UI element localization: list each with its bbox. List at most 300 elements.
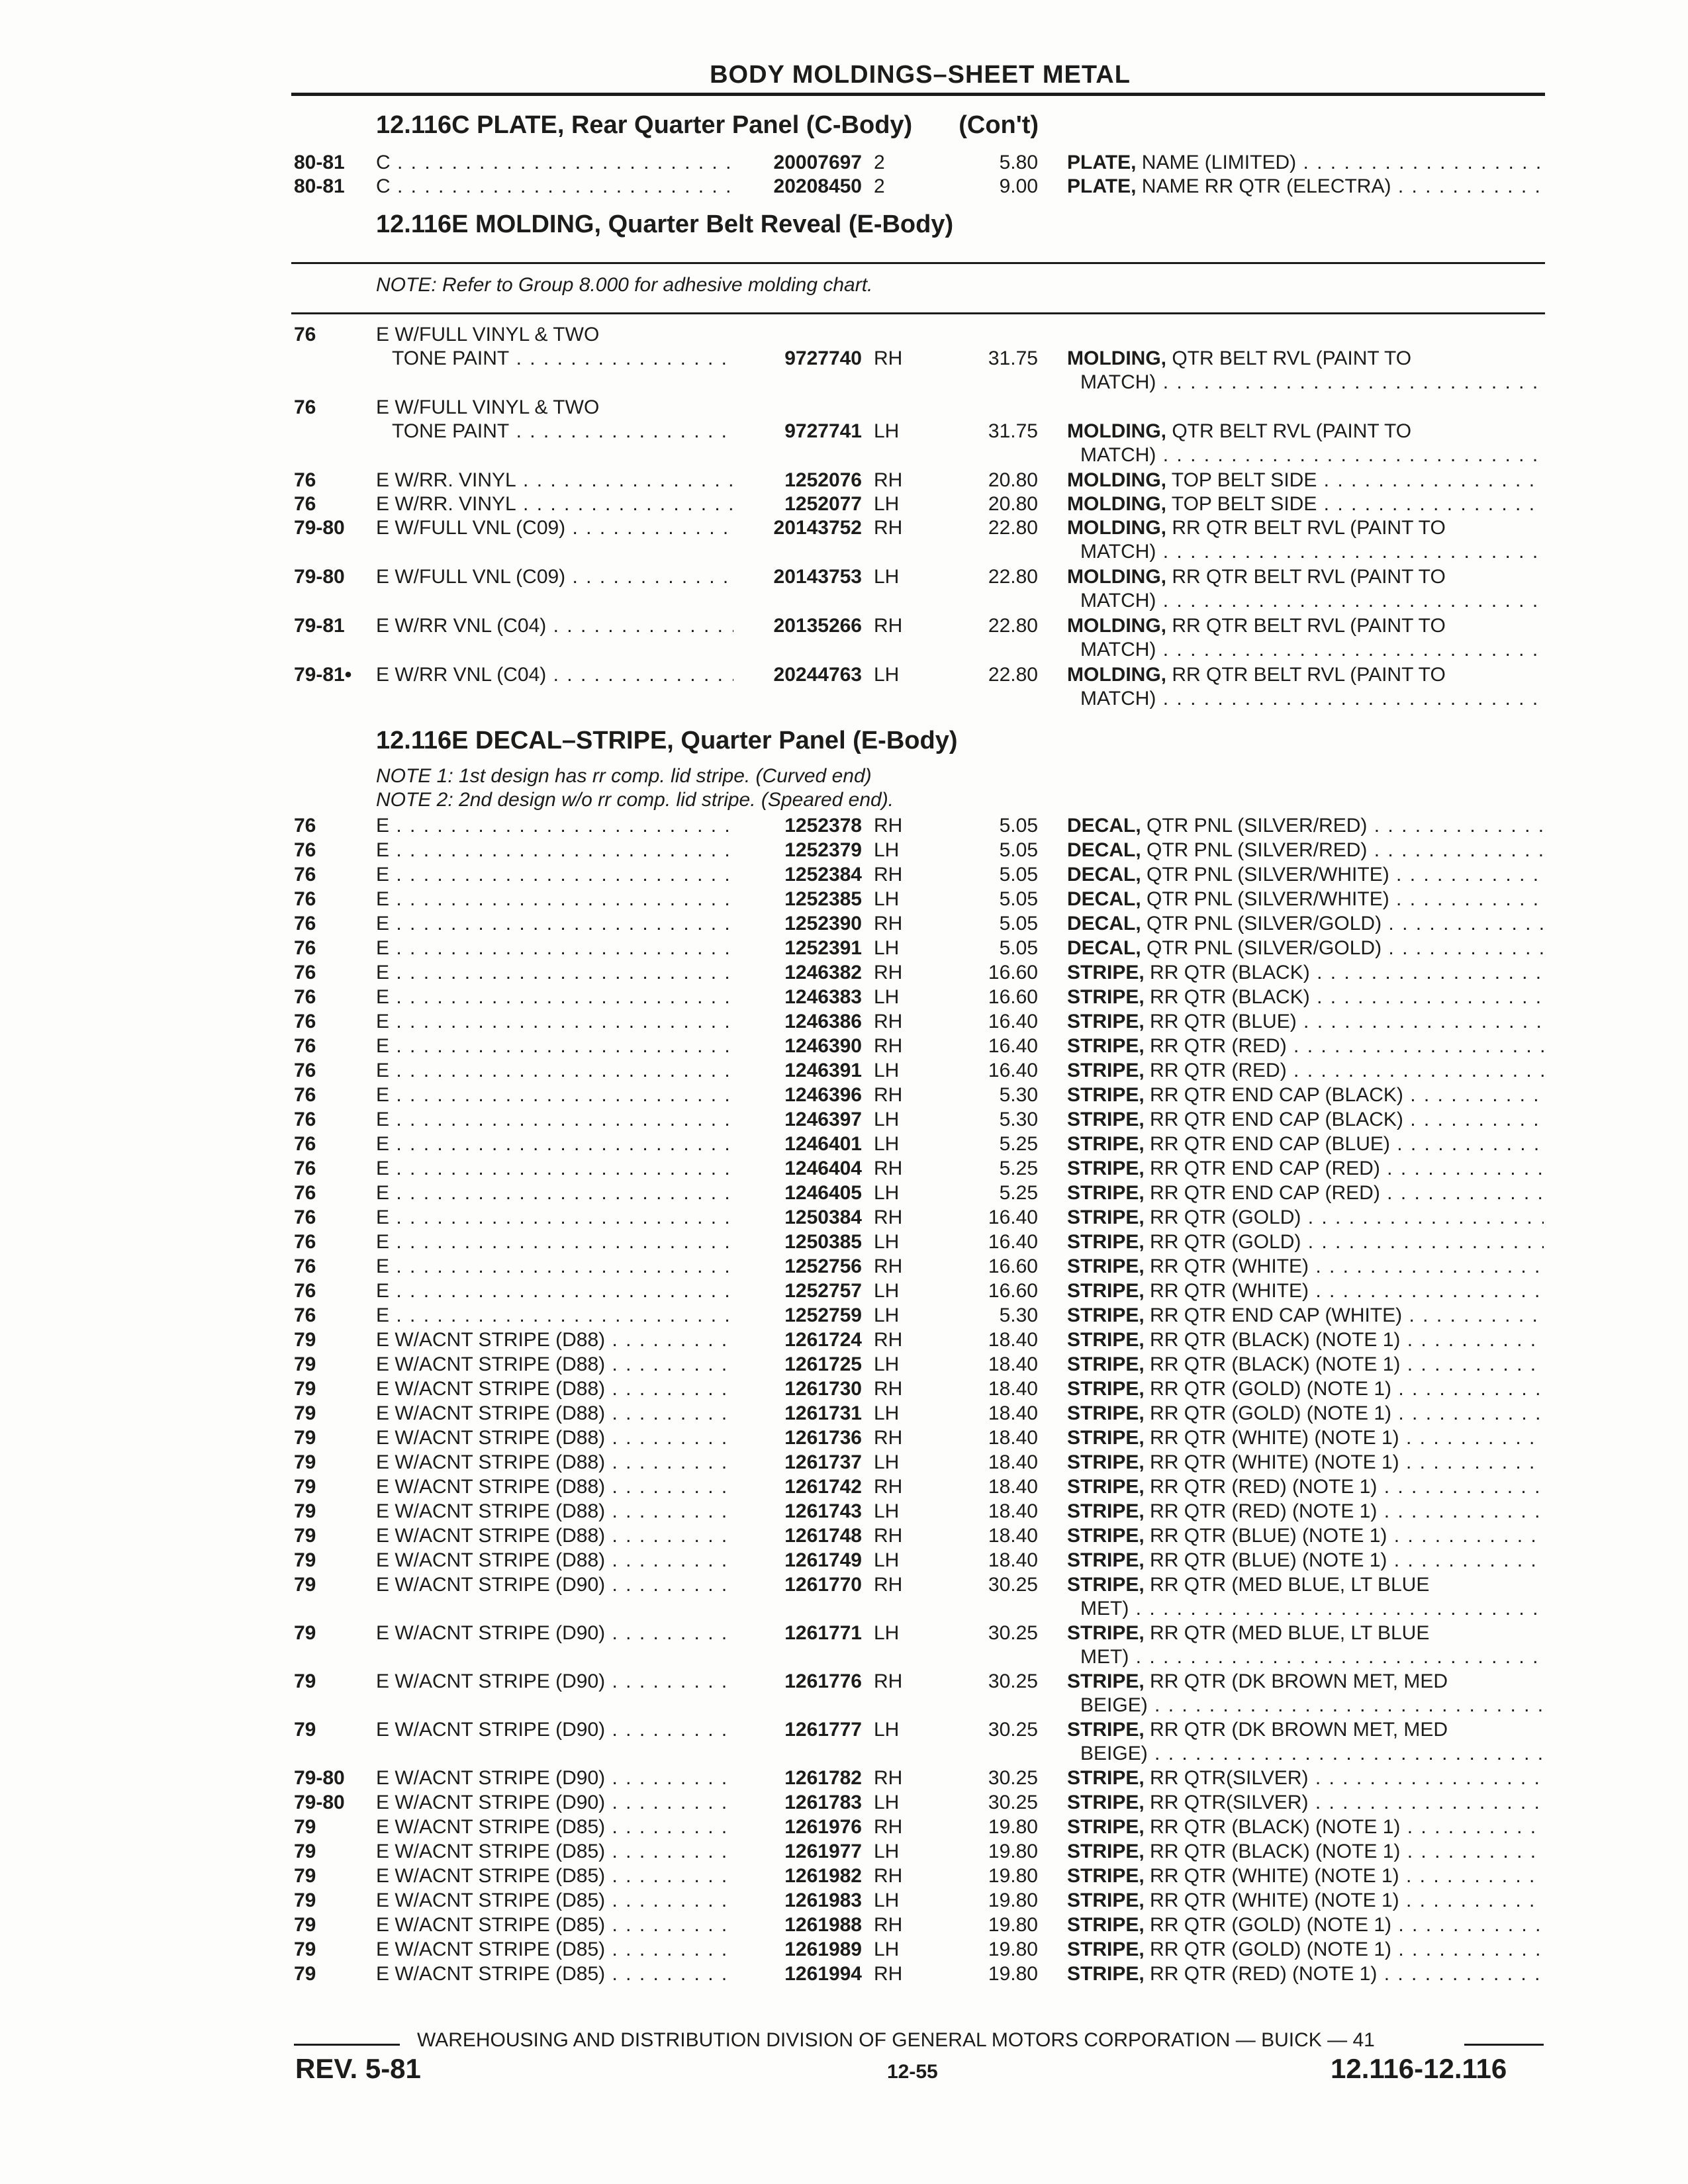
body-type: E W/ACNT STRIPE (D85) . . . [376,1962,733,1986]
description-keyword: STRIPE, [1067,1353,1145,1375]
body-type: E W/FULL VNL (C09) . . . [376,516,733,540]
body-type: E W/ACNT STRIPE (D85) . . . [376,1864,733,1888]
description-keyword: STRIPE, [1067,1060,1145,1081]
description-keyword: STRIPE, [1067,1427,1145,1449]
body-type: E . . . [376,1034,733,1058]
table-row [0,1524,1688,1548]
revision-label: REV. 5-81 [295,2053,421,2084]
footer-rule-right [1464,2044,1544,2046]
quantity-side: LH [874,1841,900,1862]
quantity-side: LH [874,1889,900,1911]
description-keyword: MOLDING, [1067,615,1166,637]
body-type: E W/ACNT STRIPE (D85) . . . [376,1938,733,1962]
price: 22.80 [988,615,1038,637]
description-text: RR QTR (GOLD) (NOTE 1) [1144,1914,1392,1936]
price: 19.80 [988,1914,1038,1936]
model-year: 79 [294,1451,316,1473]
table-row [0,1304,1688,1328]
description-keyword: STRIPE, [1067,1206,1145,1228]
description [1067,1059,1544,1083]
part-number: 1261743 [784,1500,862,1522]
quantity-side: LH [874,1622,900,1644]
model-year: 76 [294,1304,316,1326]
description [1067,565,1544,589]
description [1067,961,1544,985]
table-row [0,985,1688,1009]
description-keyword: MOLDING, [1067,517,1166,539]
description-keyword: PLATE, [1067,152,1137,173]
description-keyword: STRIPE, [1067,1549,1145,1571]
price: 16.40 [988,1011,1038,1032]
body-type: E W/ACNT STRIPE (D90) . . . [376,1791,733,1815]
price: 18.40 [988,1329,1038,1351]
quantity-side: RH [874,1525,903,1547]
model-year: 76 [294,1206,316,1228]
model-year: 76 [294,962,316,983]
description [1067,936,1544,960]
table-row [0,1034,1688,1058]
body-type: E W/ACNT STRIPE (D88) . . . [376,1524,733,1548]
model-year: 76 [294,1060,316,1081]
price: 31.75 [988,347,1038,369]
model-year: 79 [294,1427,316,1449]
table-row [0,1181,1688,1205]
description-keyword: STRIPE, [1067,1280,1145,1302]
description-text: RR QTR END CAP (BLACK) [1144,1109,1403,1130]
description [1067,814,1544,838]
part-number: 1252756 [784,1255,862,1277]
description-keyword: STRIPE, [1067,1914,1145,1936]
description-keyword: STRIPE, [1067,1329,1145,1351]
model-year: 80-81 [294,152,345,173]
body-type: E W/ACNT STRIPE (D88) . . . [376,1500,733,1524]
part-number: 1261983 [784,1889,862,1911]
table-row [0,396,1688,420]
price: 5.05 [999,815,1038,837]
quantity-side: RH [874,1767,903,1789]
part-number: 1246383 [784,986,862,1008]
model-year: 76 [294,937,316,959]
description-keyword: STRIPE, [1067,1255,1145,1277]
description-text: RR QTR BELT RVL (PAINT TO [1166,566,1446,588]
table-row [0,1402,1688,1426]
model-year: 76 [294,986,316,1008]
price: 5.25 [999,1182,1038,1204]
description-keyword: DECAL, [1067,888,1141,910]
price: 5.30 [999,1084,1038,1106]
quantity-side: LH [874,1719,900,1741]
table-row [0,1791,1688,1815]
quantity-side: RH [874,517,903,539]
model-year: 79 [294,1353,316,1375]
part-number: 1246405 [784,1182,862,1204]
model-year: 76 [294,1109,316,1130]
part-number: 20007697 [773,152,862,173]
quantity-side: RH [874,1963,903,1985]
group-range: 12.116-12.116 [1331,2053,1507,2084]
description [1067,1766,1544,1790]
price: 22.80 [988,566,1038,588]
part-number: 1261989 [784,1938,862,1960]
part-number: 20244763 [773,664,862,686]
quantity-side: LH [874,664,900,686]
description-text: RR QTR (RED) (NOTE 1) [1144,1963,1378,1985]
description-text: QTR PNL (SILVER/GOLD) [1141,937,1382,959]
description-keyword: MOLDING, [1067,664,1166,686]
model-year: 76 [294,1255,316,1277]
price: 19.80 [988,1938,1038,1960]
description-keyword: STRIPE, [1067,1525,1145,1547]
description-text: RR QTR (BLACK) [1144,962,1310,983]
model-year: 79 [294,1476,316,1498]
description-text: RR QTR BELT RVL (PAINT TO [1166,517,1446,539]
part-number: 1246404 [784,1158,862,1179]
body-type: E . . . [376,1230,733,1254]
price: 18.40 [988,1525,1038,1547]
description-text: RR QTR (GOLD) [1144,1206,1301,1228]
part-number: 1252378 [784,815,862,837]
model-year: 79 [294,1622,316,1644]
price: 30.25 [988,1792,1038,1813]
quantity-side: RH [874,1865,903,1887]
body-type: E W/RR VNL (C04) . . . [376,614,733,638]
quantity-side: LH [874,1182,900,1204]
part-number: 1252391 [784,937,862,959]
model-year: 79-80 [294,566,345,588]
quantity-side: LH [874,1549,900,1571]
part-number: 1252390 [784,913,862,934]
section-title-molding: 12.116E MOLDING, Quarter Belt Reveal (E-Body) [376,210,954,238]
description [1067,1279,1544,1303]
price: 5.05 [999,839,1038,861]
description-keyword: STRIPE, [1067,1451,1145,1473]
description-text: QTR PNL (SILVER/GOLD) [1141,913,1382,934]
price: 30.25 [988,1767,1038,1789]
model-year: 76 [294,1133,316,1155]
description-text: QTR BELT RVL (PAINT TO [1166,420,1412,442]
quantity-side: RH [874,1670,903,1692]
part-number: 1261771 [784,1622,862,1644]
table-row [0,1938,1688,1962]
model-year: 76 [294,913,316,934]
table-row-part [0,347,1688,371]
description [1067,347,1544,371]
part-number: 1252379 [784,839,862,861]
model-year: 79 [294,1889,316,1911]
description-keyword: STRIPE, [1067,1792,1145,1813]
description-keyword: STRIPE, [1067,1816,1145,1838]
description-text: RR QTR (RED) (NOTE 1) [1144,1500,1378,1522]
price: 19.80 [988,1963,1038,1985]
description [1067,887,1544,911]
quantity-side: LH [874,420,900,442]
model-year: 79 [294,1963,316,1985]
table-row [0,323,1688,347]
description-keyword: STRIPE, [1067,1767,1145,1789]
description [1067,1255,1544,1279]
body-type: E . . . [376,1132,733,1156]
table-row [0,1010,1688,1034]
body-type: E W/RR. VINYL . . . [376,492,733,516]
header-rule [291,93,1545,96]
table-row [0,1573,1688,1597]
table-row [0,814,1688,838]
description [1067,1718,1544,1742]
model-year: 76 [294,1035,316,1057]
quantity-side: LH [874,1060,900,1081]
description [1067,1083,1544,1107]
description [1067,1034,1544,1058]
description-text: QTR PNL (SILVER/RED) [1141,815,1368,837]
quantity-side: RH [874,1158,903,1179]
table-row [0,1157,1688,1181]
part-number: 1246390 [784,1035,862,1057]
price: 16.40 [988,1206,1038,1228]
model-year: 76 [294,469,316,491]
body-type-continued: TONE PAINT . . . [392,420,733,443]
description-keyword: DECAL, [1067,937,1141,959]
description-text: RR QTR(SILVER) [1144,1792,1309,1813]
description [1067,1815,1544,1839]
part-number: 1261748 [784,1525,862,1547]
description [1067,839,1544,862]
body-type: E . . . [376,961,733,985]
price: 5.30 [999,1109,1038,1130]
quantity-side: RH [874,1206,903,1228]
body-type: E . . . [376,839,733,862]
description-text: RR QTR END CAP (BLUE) [1144,1133,1390,1155]
description [1067,1206,1544,1230]
model-year: 76 [294,1158,316,1179]
price: 5.05 [999,888,1038,910]
table-row-continuation [0,540,1688,564]
part-number: 1246391 [784,1060,862,1081]
table-row [0,1670,1688,1694]
section-title-text: 12.116C PLATE, Rear Quarter Panel (C-Body) [376,111,913,139]
description-text: RR QTR (BLUE) [1144,1011,1297,1032]
description [1067,1353,1544,1377]
description-text: RR QTR (DK BROWN MET, MED [1144,1670,1448,1692]
model-year: 76 [294,1011,316,1032]
quantity-side: LH [874,937,900,959]
part-number: 1246397 [784,1109,862,1130]
description [1067,1524,1544,1548]
model-year: 79 [294,1549,316,1571]
price: 18.40 [988,1451,1038,1473]
model-year: 79-81• [294,664,352,686]
table-row-continuation [0,1742,1688,1766]
description-text: RR QTR(SILVER) [1144,1767,1309,1789]
description-keyword: STRIPE, [1067,1035,1145,1057]
table-row [0,1059,1688,1083]
quantity-side: LH [874,1792,900,1813]
quantity-side: RH [874,1035,903,1057]
table-row-part [0,420,1688,443]
description [1067,175,1544,199]
model-year: 79 [294,1914,316,1936]
part-number: 9727741 [784,420,862,442]
quantity-side: LH [874,1451,900,1473]
description-keyword: MOLDING, [1067,493,1166,515]
table-row [0,863,1688,887]
description-text: RR QTR (BLACK) (NOTE 1) [1144,1353,1401,1375]
price: 5.05 [999,913,1038,934]
description [1067,1549,1544,1572]
part-number: 1252385 [784,888,862,910]
description [1067,1864,1544,1888]
part-number: 1261770 [784,1574,862,1596]
table-row [0,887,1688,911]
price: 18.40 [988,1549,1038,1571]
table-row [0,151,1688,175]
body-type: E . . . [376,863,733,887]
quantity-side: LH [874,493,900,515]
part-number: 1250385 [784,1231,862,1253]
model-year: 79 [294,1574,316,1596]
table-row [0,1500,1688,1524]
table-row [0,1132,1688,1156]
table-row [0,1230,1688,1254]
body-type: E W/ACNT STRIPE (D88) . . . [376,1451,733,1475]
quantity-side: RH [874,913,903,934]
part-number: 1252757 [784,1280,862,1302]
description-text: NAME (LIMITED) [1136,152,1297,173]
footer-rule-left [294,2044,400,2046]
description-text: RR QTR (DK BROWN MET, MED [1144,1719,1448,1741]
table-row [0,1206,1688,1230]
quantity-side: LH [874,1280,900,1302]
page-number: 12-55 [887,2061,938,2083]
quantity-side: LH [874,566,900,588]
table-row [0,175,1688,199]
description-text: RR QTR END CAP (WHITE) [1144,1304,1403,1326]
description-keyword: MOLDING, [1067,420,1166,442]
price: 16.60 [988,1280,1038,1302]
price: 5.30 [999,1304,1038,1326]
table-row [0,1475,1688,1499]
price: 16.40 [988,1231,1038,1253]
part-number: 9727740 [784,347,862,369]
body-type: E W/ACNT STRIPE (D90) . . . [376,1718,733,1742]
body-type: E W/FULL VNL (C09) . . . [376,565,733,589]
model-year: 79-81 [294,615,345,637]
model-year: 76 [294,1231,316,1253]
description [1067,1913,1544,1937]
description-text: RR QTR (BLUE) (NOTE 1) [1144,1549,1387,1571]
table-row-continuation [0,638,1688,662]
description-text: RR QTR (BLACK) (NOTE 1) [1144,1816,1401,1838]
description-text: NAME RR QTR (ELECTRA) [1136,175,1391,197]
price: 30.25 [988,1670,1038,1692]
table-row-continuation [0,687,1688,711]
table-row [0,663,1688,687]
description-text: RR QTR (BLACK) [1144,986,1310,1008]
description [1067,1230,1544,1254]
description-continued: MATCH) . . . [1080,371,1544,394]
section-rule [291,262,1545,264]
body-type: E W/ACNT STRIPE (D90) . . . [376,1621,733,1645]
description-keyword: STRIPE, [1067,1963,1145,1985]
description [1067,1377,1544,1401]
continued-label: (Con't) [959,111,1039,139]
description-text: RR QTR (BLACK) (NOTE 1) [1144,1329,1401,1351]
description [1067,1621,1544,1645]
model-year: 79 [294,1841,316,1862]
body-type: E . . . [376,1181,733,1205]
footer-division: WAREHOUSING AND DISTRIBUTION DIVISION OF GENERAL MOTORS CORPORATION — BUICK — 41 [417,2029,1375,2051]
model-year: 76 [294,1280,316,1302]
description-text: TOP BELT SIDE [1166,493,1317,515]
body-type: E W/ACNT STRIPE (D88) . . . [376,1402,733,1426]
description-keyword: DECAL, [1067,815,1141,837]
price: 20.80 [988,493,1038,515]
body-type: E W/ACNT STRIPE (D90) . . . [376,1670,733,1694]
description-text: RR QTR (WHITE) (NOTE 1) [1144,1451,1399,1473]
description-text: QTR PNL (SILVER/RED) [1141,839,1368,861]
part-number: 1261977 [784,1841,862,1862]
section-rule [291,312,1545,314]
description [1067,1402,1544,1426]
quantity-side: LH [874,1133,900,1155]
part-number: 1261782 [784,1767,862,1789]
table-row [0,1889,1688,1913]
table-row [0,961,1688,985]
price: 16.60 [988,962,1038,983]
body-type: E W/ACNT STRIPE (D85) . . . [376,1840,733,1864]
part-number: 1261736 [784,1427,862,1449]
part-number: 1261777 [784,1719,862,1741]
part-number: 20143752 [773,517,862,539]
price: 5.05 [999,937,1038,959]
part-number: 20208450 [773,175,862,197]
table-row [0,1962,1688,1986]
table-row-continuation [0,371,1688,394]
price: 19.80 [988,1816,1038,1838]
description-continued: MATCH) . . . [1080,540,1544,564]
table-row-continuation [0,589,1688,613]
description [1067,1791,1544,1815]
table-row [0,839,1688,862]
body-type: E . . . [376,1010,733,1034]
table-row [0,1426,1688,1450]
body-type: E W/ACNT STRIPE (D85) . . . [376,1889,733,1913]
description-continued: BEIGE) . . . [1080,1742,1544,1766]
quantity-side: LH [874,1304,900,1326]
table-row [0,1864,1688,1888]
description-keyword: STRIPE, [1067,1402,1145,1424]
body-type: E . . . [376,936,733,960]
model-year: 79-80 [294,517,345,539]
body-type: E . . . [376,1157,733,1181]
page-header-title: BODY MOLDINGS–SHEET METAL [710,61,1131,89]
body-type: C . . . [376,151,733,175]
description-keyword: STRIPE, [1067,1865,1145,1887]
body-type: E W/ACNT STRIPE (D85) . . . [376,1815,733,1839]
description [1067,1328,1544,1352]
model-year: 76 [294,396,316,418]
description-keyword: DECAL, [1067,864,1141,886]
model-year: 79 [294,1500,316,1522]
description-keyword: STRIPE, [1067,1622,1145,1644]
table-row-continuation [0,1645,1688,1669]
model-year: 76 [294,839,316,861]
price: 20.80 [988,469,1038,491]
description-continued: MATCH) . . . [1080,443,1544,467]
model-year: 79-80 [294,1767,345,1789]
description-continued: MATCH) . . . [1080,589,1544,613]
description [1067,1451,1544,1475]
part-number: 1261742 [784,1476,862,1498]
